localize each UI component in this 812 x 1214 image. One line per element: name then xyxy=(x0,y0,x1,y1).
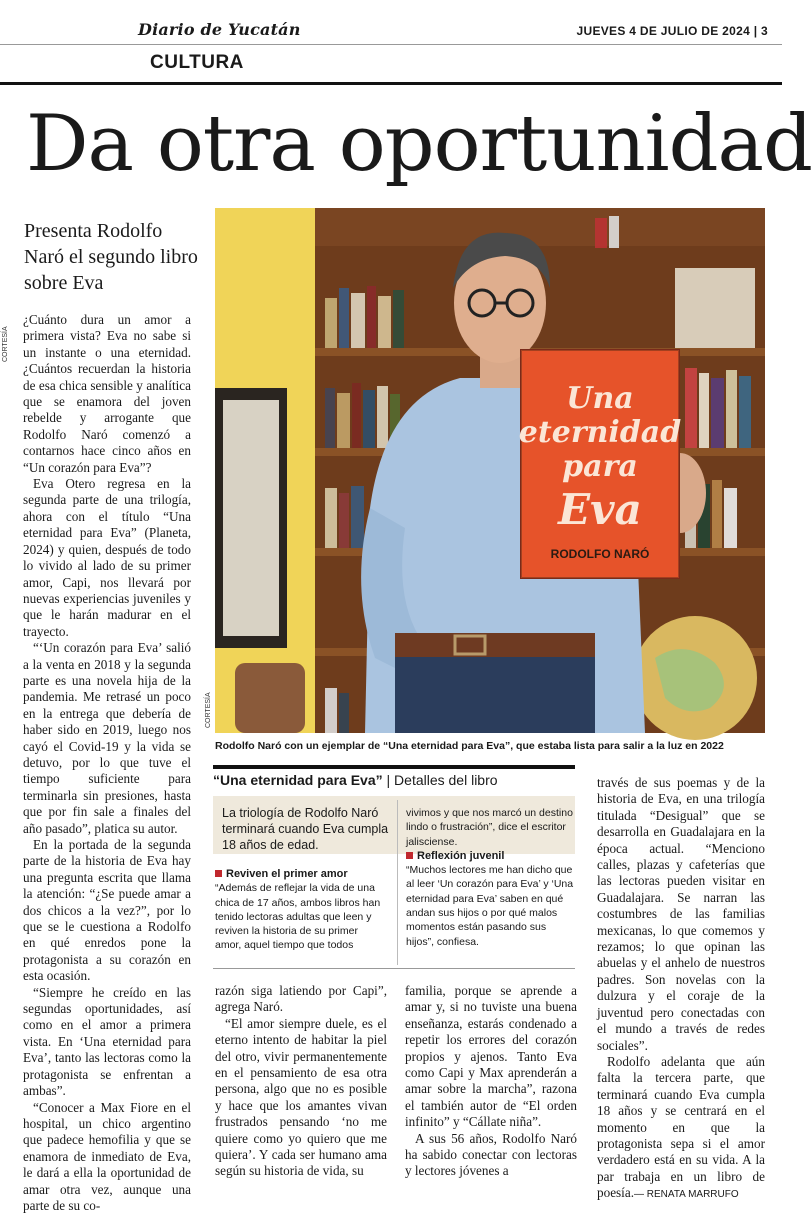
box-column-left xyxy=(215,867,387,953)
photo-caption: Rodolfo Naró con un ejemplar de “Una eternidad para Eva”, que estaba lista para salir a la luz en 2022 xyxy=(215,740,724,752)
box-title xyxy=(213,772,498,788)
dateline xyxy=(577,24,769,38)
book-title-line3: para xyxy=(562,449,638,484)
masthead xyxy=(0,0,782,84)
paragraph: Eva Otero regresa en la segunda parte de una trilogía, ahora con el título “Una eternidad para Eva” (Planeta, 2024) y quien, después de todo lo vivido al lado de su primer amor, Capi, nos llevará por nuevas experiencias juveniles y que le harán madurar en el trayecto. xyxy=(23,476,191,640)
paragraph: “Siempre he creído en las segundas oportunidades, así como en el amor a primera vista. En ‘Una eternidad para Eva’, tanto las lectoras como la protagonista se enfrentan a ambas”. xyxy=(23,985,191,1100)
article-column-1 xyxy=(23,312,191,1214)
box-subhead-1-text: Reviven el primer amor xyxy=(226,868,348,880)
newspaper-logo: Diario de Yucatán xyxy=(138,20,301,39)
box-bottom-rule xyxy=(213,968,575,969)
book-author: RODOLFO NARÓ xyxy=(551,546,650,561)
paragraph-text: Rodolfo adelanta que aún falta la tercera parte, que terminará cuando Eva cumpla 18 años y se centrará en el momento en que la protagonista sepa si el amor verdadero está en su vida. A la par trabaja en un libro de poesía. xyxy=(597,1054,765,1200)
paragraph: ¿Cuánto dura un amor a primera vista? Eva no sabe si un instante o una eternidad. ¿Cuántos recuerdan la historia de esa chica sensible y analítica que se enamora del joven rebelde y arrogante que Rodolfo Naró comenzó a contarnos hace cinco años en “Un corazón para Eva”? xyxy=(23,312,191,476)
paragraph: familia, porque se aprende a amar y, si no tuviste una buena enseñanza, estarás condenado a repetir los errores del corazón propios y ajenos. Tanto Eva como Capi y Max aprenderán a amar sobre la marcha”, razona el también autor de “El orden infinito” y “Cállate niña”. xyxy=(405,983,577,1131)
paragraph: En la portada de la segunda parte de la historia de Eva hay una pregunta escrita que llama la atención: “¿Se puede amar a dos chicos a la vez?”, por lo que se le cuestiona a Rodolfo en qué enredos pone la protagonista a su corazón en esta ocasión. xyxy=(23,837,191,985)
box-text-1-cont: vivimos y que nos marcó un destino lindo o frustración”, dice el escritor jalisciense. xyxy=(406,806,574,849)
book-title-line1: Una xyxy=(566,381,633,416)
box-lead: La triología de Rodolfo Naró terminará cuando Eva cumpla 18 años de edad. xyxy=(222,805,397,853)
paragraph: “‘Un corazón para Eva’ salió a la venta en 2018 y la segunda parte es una novela hija de la pandemia. Me retrasé un poco en la entrega que debería de haber sido en 2019, luego nos cayó el Covid-19 y la vida se detuvo, por lo que tuve el tiempo suficiente para terminarla sin presiones, hasta que por fin sale a finales del año pasado”, platica su autor. xyxy=(23,640,191,837)
box-subhead-1 xyxy=(215,867,387,881)
photo-illustration xyxy=(215,208,765,733)
article-column-4 xyxy=(597,775,765,1204)
deck-subheadline: Presenta Rodolfo Naró el segundo libro sobre Eva xyxy=(24,218,204,296)
box-text-2: “Muchos lectores me han dicho que al leer ‘Un corazón para Eva’ y ‘Una eternidad para Eva’ saben en qué andan sus hijos o por qué malos momentos están pasando sus hijos”, confiesa. xyxy=(406,863,574,949)
book-title-line4: Eva xyxy=(557,485,642,534)
box-column-right xyxy=(406,806,574,949)
box-title-book: “Una eternidad para Eva” xyxy=(213,772,383,788)
paragraph: A sus 56 años, Rodolfo Naró ha sabido conectar con lectoras y lectores jóvenes a xyxy=(405,1131,577,1180)
photo-credit-deck: CORTESÍA xyxy=(2,326,9,362)
paragraph xyxy=(597,1054,765,1204)
headline: Da otra oportunidad xyxy=(26,96,812,192)
top-rule xyxy=(0,44,782,45)
box-title-rest: | Detalles del libro xyxy=(383,772,498,788)
paragraph: “Conocer a Max Fiore en el hospital, un chico argentino que padece hemofilia y que se enamora de inmediato de Eva, le dará a ella la oportunidad de amar otra vez, aunque una parte de su co- xyxy=(23,1100,191,1214)
book-title-line2: eternidad xyxy=(519,415,681,450)
box-text-1: “Además de reflejar la vida de una chica de 17 años, ambos libros han tenido lectoras adultas que leen y reviven la historia de su primer amor, aquel tiempo que todos xyxy=(215,881,387,952)
dateline-separator: | xyxy=(754,24,761,38)
section-rule xyxy=(0,82,782,85)
box-subhead-2-text: Reflexión juvenil xyxy=(417,850,504,862)
paragraph: “El amor siempre duele, es el eterno intento de habitar la piel del otro, vivir permanentemente en el pensamiento de esa otra persona, algo que no es posible y hace que los amantes vivan frustrados pensando ‘no me quiere como yo quiero que me quiera’. Y cada ser humano ama según su historia de vida, su xyxy=(215,1016,387,1180)
article-column-2 xyxy=(215,983,387,1180)
byline: — RENATA MARRUFO xyxy=(634,1189,739,1200)
box-column-divider xyxy=(397,800,398,965)
red-square-icon xyxy=(215,870,222,877)
box-subhead-2 xyxy=(406,849,574,863)
red-square-icon xyxy=(406,852,413,859)
article-column-3 xyxy=(405,983,577,1180)
paragraph: través de sus poemas y de la historia de Eva, en una trilogía titulada “Desigual” que se desarrolla en Guadalajara en la época actual. “Menciono calles, plazas y cafeterías que las lectoras pueden visitar en Guadalajara. Se narran las costumbres de las familias mexicanas, lo que comemos y rezamos; lo que opinan las abuelas y el anhelo de nuestros padres. Son novelas con la dulzura y el coraje de la juventud pero conectadas con el mundo a través de redes sociales”. xyxy=(597,775,765,1054)
photo-credit-main: CORTESÍA xyxy=(205,692,212,728)
section-label: CULTURA xyxy=(150,52,244,74)
author-photo xyxy=(215,208,765,733)
issue-date: JUEVES 4 DE JULIO DE 2024 xyxy=(577,24,751,38)
box-top-rule xyxy=(213,765,575,769)
page-number: 3 xyxy=(761,24,768,38)
paragraph: razón siga latiendo por Capi”, agrega Naró. xyxy=(215,983,387,1016)
